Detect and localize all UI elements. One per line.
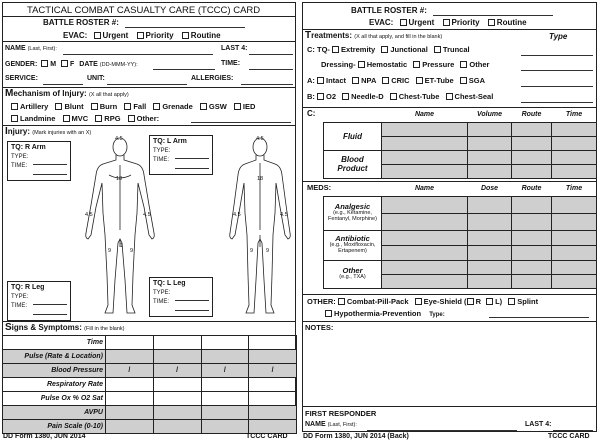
back-left-arm-label: 4.5	[233, 212, 241, 218]
battle-roster-label: BATTLE ROSTER #:	[43, 18, 119, 27]
card-title: TACTICAL COMBAT CASUALTY CARE (TCCC) CARD	[27, 5, 261, 16]
evac-priority-label: Priority	[145, 31, 174, 40]
gender-m-checkbox[interactable]	[41, 60, 48, 67]
moi-row-2: Landmine MVC RPG Other:	[11, 114, 159, 123]
gender-f-checkbox[interactable]	[61, 60, 68, 67]
signs-heading: Signs & Symptoms: (Fill in the blank)	[5, 322, 125, 333]
injury-heading: Injury: (Mark injuries with an X)	[5, 126, 92, 137]
notes-label: NOTES:	[305, 323, 334, 332]
fluid-row-1	[324, 122, 597, 136]
splint-checkbox[interactable]	[508, 298, 515, 305]
evac-urgent-checkbox[interactable]	[94, 32, 101, 39]
circulation-label: C:	[307, 109, 316, 118]
blood-product-row-1	[324, 150, 597, 164]
airway-npa-checkbox[interactable]	[352, 77, 359, 84]
back-torso-label: 18	[257, 176, 264, 182]
dressing-pressure-checkbox[interactable]	[413, 61, 420, 68]
breathing-needle-d-checkbox[interactable]	[342, 93, 349, 100]
last4-field[interactable]	[249, 54, 293, 55]
front-footer-left: DD Form 1380, JUN 2014	[3, 433, 86, 440]
moi-other-checkbox[interactable]	[128, 115, 135, 122]
hypothermia-prevention-checkbox[interactable]	[325, 310, 332, 317]
unit-label: UNIT:	[87, 75, 105, 82]
antibiotic-label: Antibiotic (e.g., Moxifloxacin, Ertapenem)	[324, 230, 382, 260]
evac-urgent-label: Urgent	[102, 31, 129, 40]
tq-truncal-checkbox[interactable]	[434, 46, 441, 53]
moi-ied-checkbox[interactable]	[234, 103, 241, 110]
vitals-row-time: Time	[3, 336, 297, 350]
back-left-leg-label: 9	[250, 248, 254, 254]
tq-l-leg-box[interactable]: TQ: L Leg TYPE: TIME:	[149, 277, 213, 317]
moi-burn-checkbox[interactable]	[91, 103, 98, 110]
tq-extremity-checkbox[interactable]	[332, 46, 339, 53]
back-right-leg-label: 9	[266, 248, 270, 254]
combat-pill-pack-checkbox[interactable]	[338, 298, 345, 305]
breathing-o2-checkbox[interactable]	[317, 93, 324, 100]
unit-field[interactable]	[107, 84, 187, 85]
front-left-arm-label: 4.5	[143, 212, 151, 218]
evac-priority-checkbox[interactable]	[137, 32, 144, 39]
breathing-chest-seal-checkbox[interactable]	[446, 93, 453, 100]
hypothermia-type-field[interactable]	[489, 317, 589, 318]
name-label: NAME (Last, First):	[5, 45, 57, 52]
treatments-type-header: Type	[549, 32, 568, 41]
evac-routine-label: Routine	[190, 31, 221, 40]
moi-landmine-checkbox[interactable]	[11, 115, 18, 122]
back-evac-row: EVAC: Urgent Priority Routine	[369, 18, 527, 27]
back-footer-left: DD Form 1380, JUN 2014 (Back)	[303, 433, 409, 440]
moi-rpg-checkbox[interactable]	[95, 115, 102, 122]
responder-last4-field[interactable]	[553, 430, 593, 431]
meds-label: MEDS:	[307, 183, 332, 192]
airway-et-tube-checkbox[interactable]	[416, 77, 423, 84]
front-card	[2, 2, 296, 432]
service-label: SERVICE:	[5, 75, 38, 82]
eye-shield-r-checkbox[interactable]	[467, 298, 474, 305]
allergies-field[interactable]	[241, 84, 293, 85]
breathing-chest-tube-checkbox[interactable]	[390, 93, 397, 100]
meds-table	[323, 182, 597, 289]
responder-last4-label: LAST 4:	[525, 421, 552, 428]
tq-l-leg-time-field[interactable]	[175, 310, 209, 311]
allergies-label: ALLERGIES:	[191, 75, 234, 82]
first-responder-label: FIRST RESPONDER	[305, 409, 377, 418]
airway-row: A: Intact NPA CRIC ET-Tube SGA	[307, 76, 486, 85]
moi-fall-checkbox[interactable]	[124, 103, 131, 110]
tq-r-leg-box[interactable]: TQ: R Leg TYPE: TIME:	[7, 281, 71, 321]
tq-type-field[interactable]	[521, 55, 593, 56]
moi-grenade-checkbox[interactable]	[153, 103, 160, 110]
blood-product-label: Blood Product	[324, 150, 382, 178]
meds-time-header: Time	[565, 185, 583, 193]
analgesic-label: Analgesic (e.g., Ketamine, Fentanyl, Morphine)	[324, 196, 382, 230]
dressing-type-field[interactable]	[521, 70, 593, 71]
treatments-heading: Treatments: (X all that apply, and fill in the blank)	[305, 30, 443, 41]
evac-routine-checkbox[interactable]	[182, 32, 189, 39]
fluid-label: Fluid	[324, 122, 382, 150]
other-med-label: Other (e.g., TXA)	[324, 260, 382, 288]
back-footer-right: TCCC CARD	[548, 433, 590, 440]
back-right-arm-label: 4.5	[280, 212, 288, 218]
meds-route-header: Route	[521, 185, 542, 193]
moi-artillery-checkbox[interactable]	[11, 103, 18, 110]
dressing-hemostatic-checkbox[interactable]	[358, 61, 365, 68]
tq-r-leg-time-field[interactable]	[33, 314, 67, 315]
c-dressing-row: Dressing- Hemostatic Pressure Other	[321, 60, 490, 69]
vitals-row-respiratory: Respiratory Rate	[3, 378, 297, 392]
eye-shield-checkbox[interactable]	[415, 298, 422, 305]
front-right-leg-label: 9	[108, 248, 112, 254]
moi-gsw-checkbox[interactable]	[200, 103, 207, 110]
c-tq-row: C: TQ- Extremity Junctional Truncal	[307, 45, 470, 54]
back-battle-roster-label: BATTLE ROSTER #:	[351, 6, 427, 15]
moi-row-1: Artillery Blunt Burn Fall Grenade GSW IED	[11, 102, 255, 111]
last4-label: LAST 4:	[221, 45, 248, 52]
airway-sga-checkbox[interactable]	[460, 77, 467, 84]
tq-r-arm-type-field[interactable]	[33, 164, 67, 165]
back-evac-priority-checkbox[interactable]	[443, 19, 450, 26]
back-head-label: 4.5	[256, 136, 264, 142]
evac-row	[63, 31, 221, 40]
moi-heading: Mechanism of Injury: (X all that apply)	[5, 88, 129, 99]
tq-l-arm-type-field[interactable]	[175, 158, 209, 159]
tq-r-leg-type-field[interactable]	[33, 304, 67, 305]
airway-intact-checkbox[interactable]	[317, 77, 324, 84]
responder-name-field[interactable]	[367, 430, 517, 431]
eye-shield-l-checkbox[interactable]	[486, 298, 493, 305]
gender-row: GENDER: M F DATE (DD-MMM-YY):	[5, 61, 138, 68]
responder-name-label: NAME (Last, First):	[305, 421, 357, 428]
vitals-row-pain-scale: Pain Scale (0-10)	[3, 420, 297, 434]
tq-l-arm-time-field[interactable]	[175, 168, 209, 169]
back-card	[302, 2, 597, 432]
analgesic-row-1	[324, 196, 597, 213]
circulation-table	[323, 108, 597, 179]
airway-cric-checkbox[interactable]	[382, 77, 389, 84]
date-field[interactable]	[153, 69, 215, 70]
front-left-leg-label: 9	[130, 248, 134, 254]
vitals-table	[2, 335, 297, 434]
other-row-1: OTHER: Combat-Pill-Pack Eye-Shield ( R L) Splint	[307, 297, 539, 306]
vitals-row-pulse: Pulse (Rate & Location)	[3, 350, 297, 364]
breathing-type-field[interactable]	[521, 102, 593, 103]
front-groin-label: 1	[120, 243, 124, 249]
tq-l-arm-box[interactable]: TQ: L Arm TYPE: TIME:	[149, 135, 213, 175]
front-torso-label: 18	[116, 176, 123, 182]
other-row-2: Hypothermia-Prevention Type:	[325, 309, 445, 318]
tq-l-leg-type-field[interactable]	[175, 300, 209, 301]
moi-other-field[interactable]	[191, 122, 291, 123]
other-med-row-1	[324, 260, 597, 274]
name-field[interactable]	[63, 54, 213, 55]
time-label: TIME:	[221, 60, 241, 67]
breathing-row: B: O2 Needle-D Chest-Tube Chest-Seal	[307, 92, 494, 101]
service-field[interactable]	[43, 84, 83, 85]
moi-mvc-checkbox[interactable]	[63, 115, 70, 122]
time-field[interactable]	[249, 69, 293, 70]
front-footer-right: TCCC CARD	[246, 433, 288, 440]
evac-label: EVAC:	[63, 31, 88, 40]
vitals-row-blood-pressure: Blood Pressure / / / /	[3, 364, 297, 378]
back-evac-routine-checkbox[interactable]	[488, 19, 495, 26]
dressing-other-checkbox[interactable]	[460, 61, 467, 68]
antibiotic-row-1	[324, 230, 597, 245]
fluid-volume-header: Volume	[476, 111, 503, 119]
tq-junctional-checkbox[interactable]	[381, 46, 388, 53]
battle-roster-field[interactable]	[125, 27, 245, 28]
meds-dose-header: Dose	[480, 185, 499, 193]
fluid-time-header: Time	[565, 111, 583, 119]
back-evac-urgent-checkbox[interactable]	[400, 19, 407, 26]
airway-type-field[interactable]	[521, 86, 593, 87]
tq-r-arm-time-field[interactable]	[33, 174, 67, 175]
vitals-row-pulse-ox: Pulse Ox % O2 Sat	[3, 392, 297, 406]
notes-area[interactable]	[305, 333, 594, 405]
fluid-route-header: Route	[521, 111, 542, 119]
tq-r-arm-box[interactable]: TQ: R Arm TYPE: TIME:	[7, 141, 71, 181]
meds-name-header: Name	[414, 185, 435, 193]
vitals-row-avpu: AVPU	[3, 406, 297, 420]
fluid-name-header: Name	[414, 111, 435, 119]
back-battle-roster-field[interactable]	[433, 15, 553, 16]
moi-blunt-checkbox[interactable]	[55, 103, 62, 110]
front-head-label: 4.5	[115, 136, 123, 142]
body-back-diagram[interactable]	[227, 135, 293, 317]
front-right-arm-label: 4.5	[85, 212, 93, 218]
